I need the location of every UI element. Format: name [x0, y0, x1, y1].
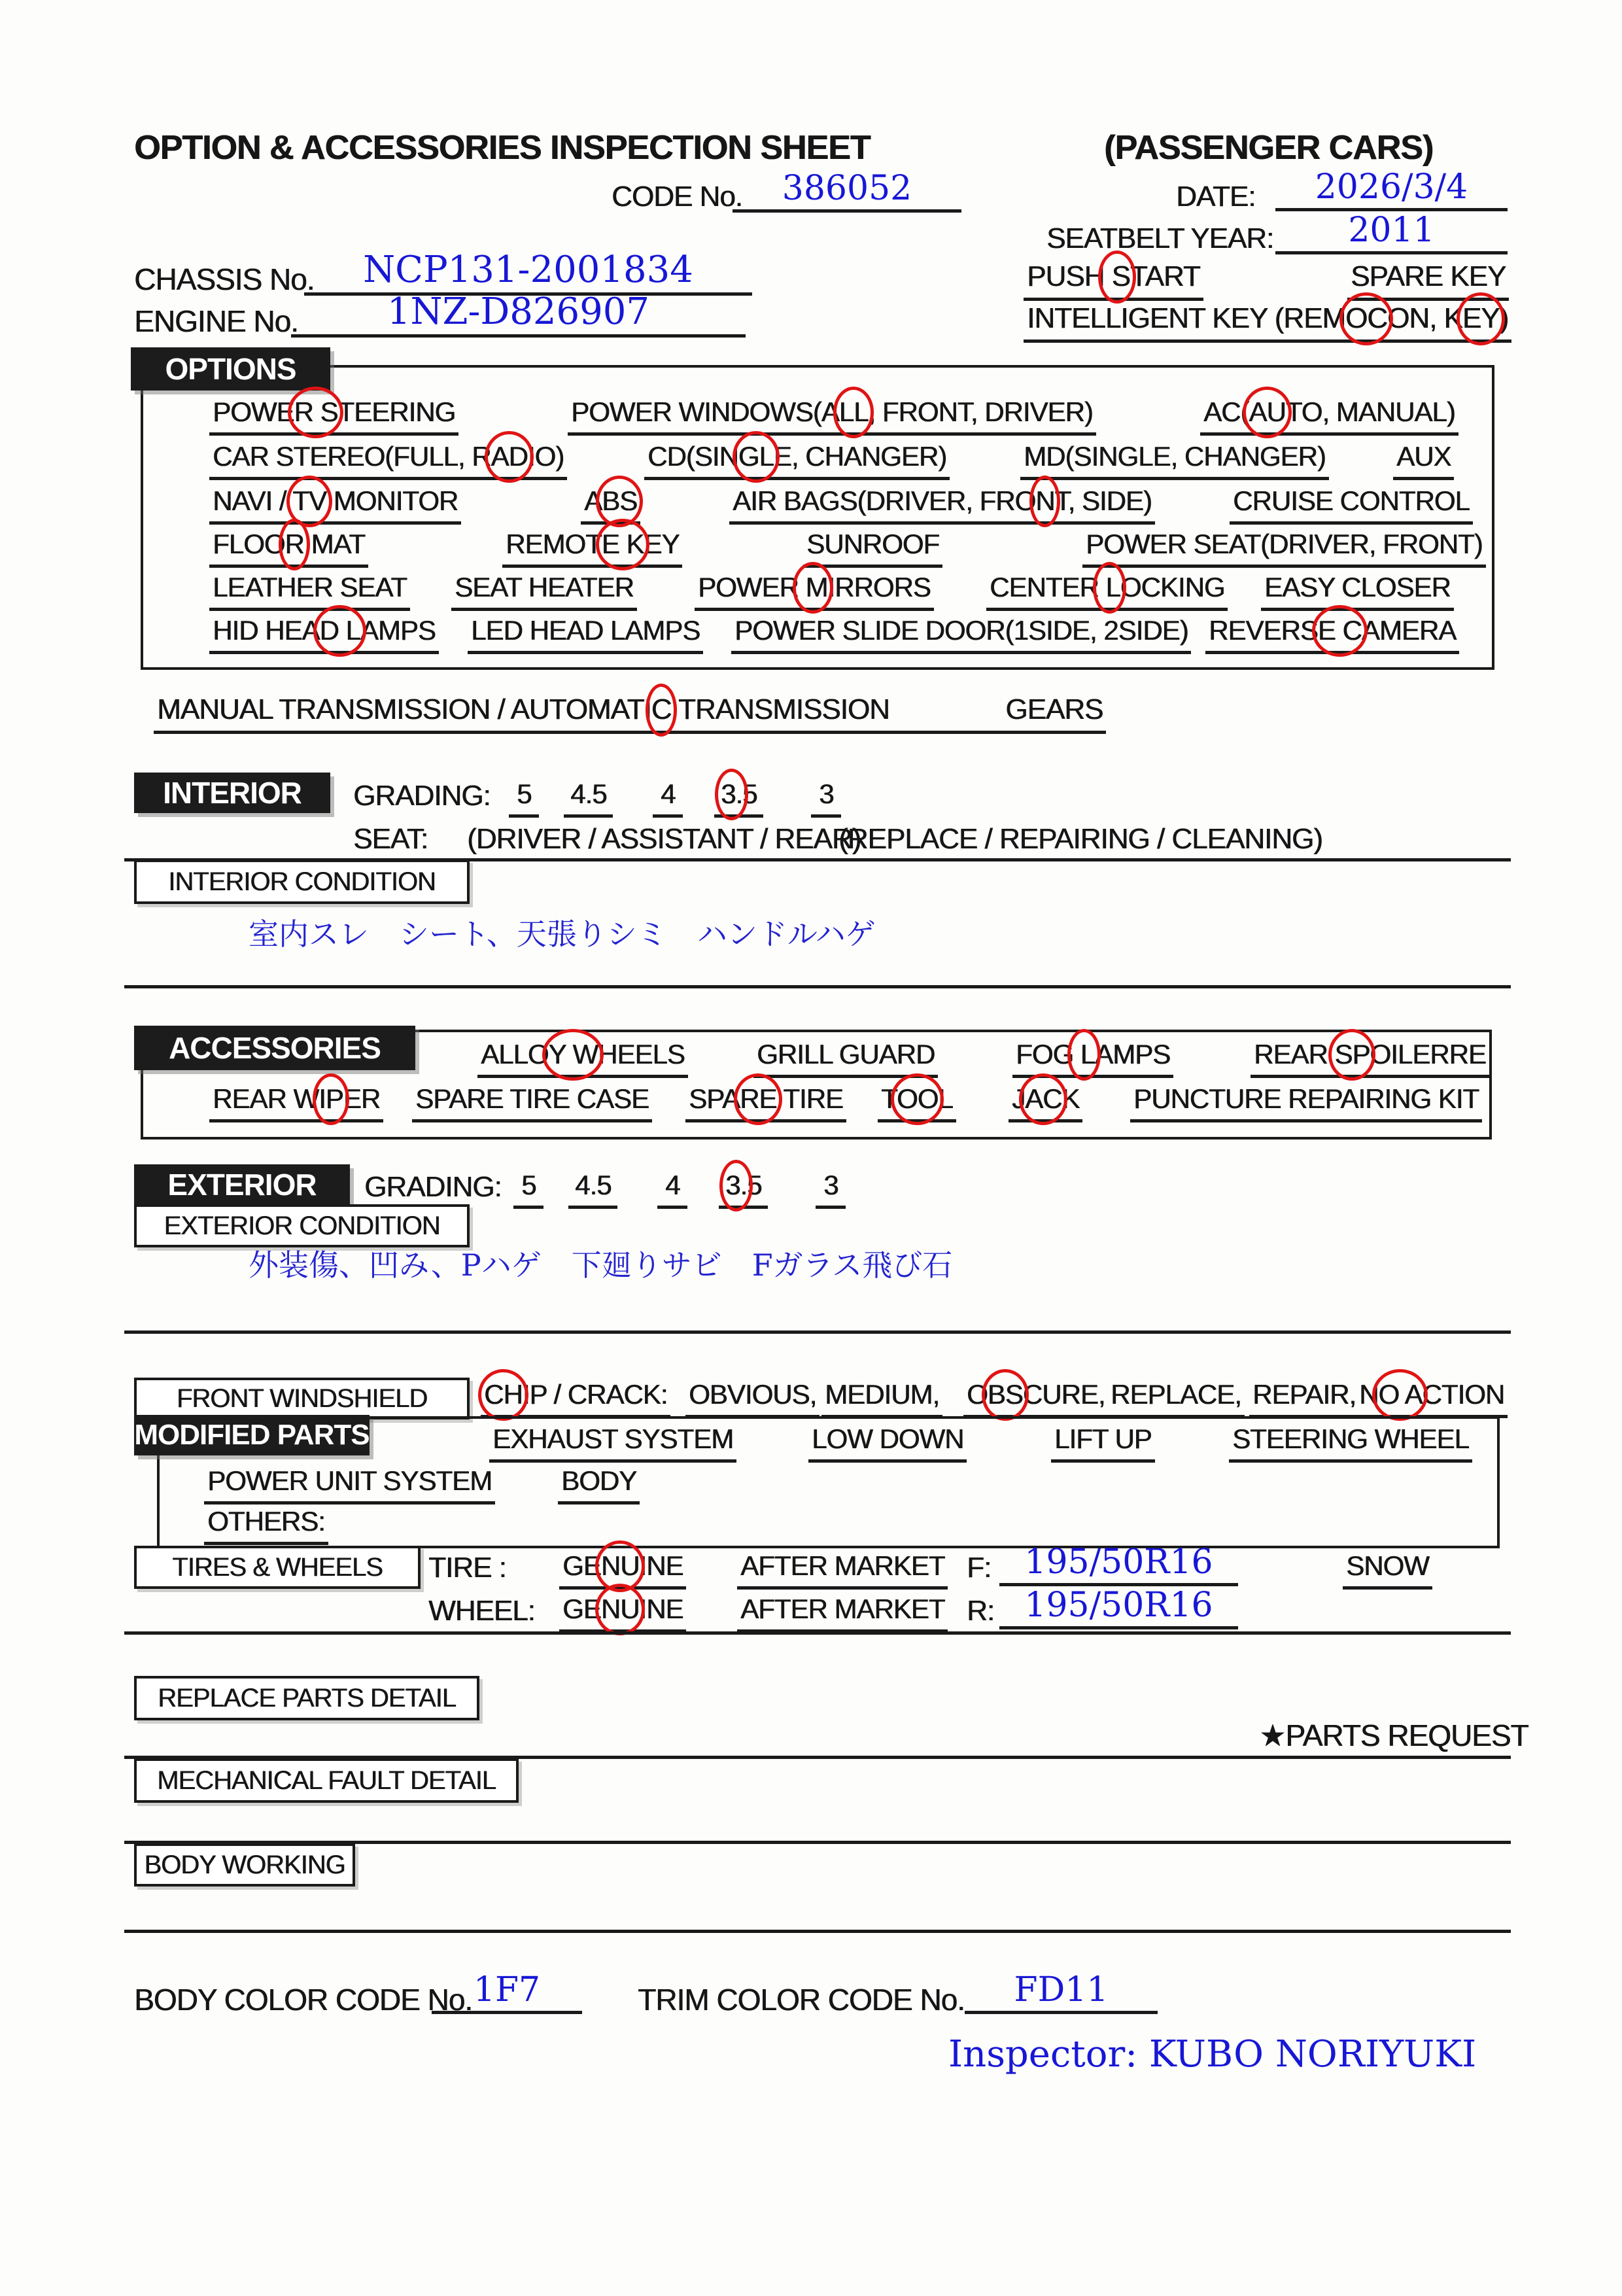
- option-hid-head-lamps: [209, 615, 439, 654]
- red-circle-mark: L: [1073, 1039, 1096, 1070]
- modified-steering-wheel: STEERING WHEEL: [1229, 1423, 1472, 1463]
- push-start-option: [1024, 260, 1203, 301]
- red-circle-mark: BS: [602, 485, 638, 516]
- label-text: REPAIR,: [1252, 1379, 1356, 1410]
- gears-label: GEARS: [1005, 693, 1103, 725]
- transmission-label: [157, 693, 889, 725]
- interior-grading-label: GRADING:: [353, 780, 491, 812]
- code-field: [733, 169, 961, 213]
- interior-grade-3-5: [714, 778, 763, 818]
- option-ac: [1200, 396, 1458, 436]
- red-circle-mark: GL: [738, 441, 774, 472]
- red-circle-mark: OC: [1345, 302, 1387, 334]
- label-text: PUSH: [1027, 260, 1105, 292]
- interior-condition-header: INTERIOR CONDITION: [134, 860, 470, 904]
- red-circle-mark: NU: [600, 1593, 640, 1624]
- modified-power-unit-system: POWER UNIT SYSTEM: [204, 1465, 495, 1505]
- label-text: E, CHANGER): [773, 441, 947, 472]
- rear-size-field: [999, 1586, 1238, 1629]
- option-led-head-lamps: [468, 615, 703, 654]
- seat-positions: (DRIVER / ASSISTANT / REAR): [467, 823, 861, 855]
- label-text: REAR W: [213, 1083, 319, 1114]
- wheel-genuine: [559, 1593, 686, 1633]
- label-text: REMOT: [506, 529, 602, 559]
- accessory-puncture-kit: [1130, 1083, 1482, 1122]
- label-text: SPA: [689, 1083, 740, 1114]
- accessory-rear-spoiler: [1251, 1039, 1489, 1078]
- label-text: ALLO: [481, 1039, 549, 1070]
- option-abs: [581, 485, 640, 525]
- star-icon: ★: [1259, 1718, 1286, 1752]
- interior-grade-3: [811, 778, 841, 818]
- label-text: TIRE: [776, 1083, 843, 1114]
- body-working-header: BODY WORKING: [134, 1843, 355, 1887]
- option-easy-closer: [1261, 572, 1454, 611]
- label-text: MD(SINGLE, CHANGER): [1024, 441, 1326, 472]
- inspector-signature: Inspector: KUBO NORIYUKI: [948, 2033, 1477, 2076]
- transmission-line: [154, 693, 1106, 734]
- label-text: TRANSMISSION: [671, 693, 889, 725]
- accessory-spare-tire-case: [412, 1083, 652, 1122]
- accessory-jack: [1009, 1083, 1082, 1122]
- label-text: 5: [742, 778, 757, 809]
- red-circle-mark: IP: [319, 1083, 343, 1114]
- label-text: AMERA: [1361, 615, 1457, 646]
- body-color-field: [432, 1970, 582, 2014]
- exterior-grade-4-5: [568, 1170, 617, 1209]
- trim-color-value: FD11: [1014, 1970, 1109, 2009]
- code-value: 386052: [782, 169, 912, 208]
- trim-color-label: TRIM COLOR CODE No.: [638, 1983, 965, 2017]
- chassis-field: [304, 249, 752, 296]
- option-sunroof: [803, 529, 942, 568]
- engine-field: [291, 290, 746, 338]
- date-label: DATE:: [1176, 181, 1256, 213]
- seat-label: SEAT:: [353, 823, 428, 855]
- label-text: POWE: [213, 396, 294, 427]
- option-md: [1020, 441, 1329, 480]
- windshield-repair: [1249, 1379, 1359, 1418]
- front-size-field: [999, 1542, 1238, 1586]
- label-text: ON, K: [1387, 302, 1462, 334]
- engine-label: ENGINE No.: [134, 304, 298, 338]
- windshield-replace: [1107, 1379, 1245, 1418]
- red-circle-mark: EY: [1462, 302, 1500, 334]
- red-circle-mark: SP: [1334, 1039, 1370, 1070]
- windshield-obvious: [685, 1379, 820, 1418]
- label-text: 4.5: [570, 778, 607, 809]
- modified-body: BODY: [558, 1465, 640, 1505]
- red-circle-mark: R S: [294, 396, 338, 427]
- label-text: OCKING: [1120, 572, 1225, 602]
- seatbelt-year-field: [1275, 211, 1508, 254]
- date-field: [1275, 167, 1508, 211]
- chassis-label: CHASSIS No.: [134, 262, 315, 296]
- label-text: AIR BAGS(DRIVER, FRO: [733, 485, 1036, 516]
- seatbelt-year-label: SEATBELT YEAR:: [1046, 222, 1274, 254]
- label-text: NAVI /: [213, 485, 293, 516]
- seatbelt-year-value: 2011: [1348, 211, 1435, 250]
- label-text: IRRORS: [827, 572, 931, 602]
- label-text: EASY CLOSER: [1264, 572, 1451, 602]
- replace-parts-detail-header: REPLACE PARTS DETAIL: [134, 1676, 479, 1720]
- label-text: 4: [665, 1170, 680, 1200]
- page-title: OPTION & ACCESSORIES INSPECTION SHEET: [134, 129, 871, 167]
- option-leather-seat: [209, 572, 410, 611]
- label-text: AUX: [1396, 441, 1451, 472]
- interior-grade-4-5: [564, 778, 613, 818]
- tire-after-market: AFTER MARKET: [737, 1550, 948, 1590]
- parts-request-label: [1259, 1718, 1528, 1753]
- label-text: T: [881, 1083, 897, 1114]
- exterior-grade-3-5: [719, 1170, 768, 1209]
- exterior-condition-note: 外装傷、凹み、Pハゲ 下廻りサビ Fガラス飛び石: [249, 1247, 953, 1283]
- snow-option: SNOW: [1343, 1550, 1432, 1590]
- red-circle-mark: S: [1104, 260, 1130, 292]
- red-circle-mark: TV: [292, 485, 326, 516]
- label-text: 4.5: [575, 1170, 612, 1200]
- windshield-medium: [821, 1379, 942, 1418]
- red-circle-mark: AU: [1249, 396, 1286, 427]
- modified-exhaust-system: EXHAUST SYSTEM: [489, 1423, 736, 1463]
- intelligent-key-option: [1024, 302, 1511, 343]
- label-text: AMPS: [1095, 1039, 1171, 1070]
- red-circle-mark: Y W: [548, 1039, 598, 1070]
- interior-header: INTERIOR: [134, 773, 330, 813]
- label-text: MAT: [303, 529, 365, 559]
- red-circle-mark: RE: [739, 1083, 777, 1114]
- options-header: OPTIONS: [131, 347, 330, 391]
- label-text: SPARE TIRE CASE: [415, 1083, 649, 1114]
- label-text: 4: [661, 778, 676, 809]
- exterior-condition-header: EXTERIOR CONDITION: [134, 1204, 470, 1247]
- red-circle-mark: M: [798, 572, 828, 602]
- label-text: 5: [517, 778, 532, 809]
- label-text: REVERS: [1209, 615, 1318, 646]
- accessory-grill-guard: [753, 1039, 938, 1078]
- label-text: MEDIUM,: [825, 1379, 939, 1410]
- option-seat-heater: [451, 572, 637, 611]
- red-circle-mark: N: [1035, 485, 1055, 516]
- exterior-grade-5: [513, 1170, 544, 1209]
- label-text: SUNROOF: [806, 529, 939, 559]
- label-text: POWER: [698, 572, 799, 602]
- option-aux: [1393, 441, 1454, 480]
- mechanical-fault-detail-header: MECHANICAL FAULT DETAIL: [134, 1758, 519, 1803]
- divider-line: [124, 1331, 1511, 1334]
- exterior-header: EXTERIOR: [134, 1164, 350, 1205]
- option-power-slide-door: [731, 615, 1191, 654]
- red-circle-mark: E K: [601, 529, 644, 559]
- option-reverse-camera: [1205, 615, 1459, 654]
- modified-parts-header: MODIFIED PARTS: [134, 1415, 370, 1455]
- label-text: POWER SEAT(DRIVER, FRONT): [1086, 529, 1483, 559]
- label-text: OBVIOUS,: [689, 1379, 817, 1410]
- label-text: 3: [823, 1170, 838, 1200]
- modified-others: OTHERS:: [204, 1506, 328, 1545]
- label-text: MONITOR: [326, 485, 458, 516]
- engine-value: 1NZ-D826907: [387, 290, 650, 333]
- interior-grade-5: [509, 778, 539, 818]
- label-text: TART: [1130, 260, 1200, 292]
- label-text: MANUAL TRANSMISSION / AUTOMATI: [157, 693, 651, 725]
- label-text: T, SIDE): [1054, 485, 1152, 516]
- tires-wheels-header: TIRES & WHEELS: [134, 1546, 421, 1589]
- option-power-windows: [568, 396, 1096, 436]
- label-text: CENTER: [990, 572, 1099, 602]
- parts-request-text: PARTS REQUEST: [1285, 1718, 1528, 1752]
- code-label: CODE No.: [612, 181, 742, 213]
- option-center-locking: [986, 572, 1228, 611]
- red-circle-mark: AC: [1025, 1083, 1062, 1114]
- label-text: HEELS: [597, 1039, 685, 1070]
- label-text: FOG: [1016, 1039, 1073, 1070]
- label-text: SPARE KEY: [1351, 260, 1506, 292]
- red-circle-mark: E C: [1317, 615, 1362, 646]
- label-text: POWER SLIDE DOOR(1SIDE, 2SIDE): [734, 615, 1188, 646]
- option-power-seat: [1082, 529, 1486, 568]
- wheel-after-market: AFTER MARKET: [737, 1593, 948, 1633]
- rear-size-value: 195/50R16: [1024, 1586, 1213, 1625]
- chassis-value: NCP131-2001834: [363, 249, 693, 291]
- date-value: 2026/3/4: [1315, 167, 1468, 207]
- label-text: GE: [562, 1593, 601, 1624]
- label-text: POWER WINDOWS(A: [571, 396, 839, 427]
- label-text: ): [1499, 302, 1509, 334]
- label-text: LEATHER SEAT: [213, 572, 407, 602]
- red-circle-mark: AD: [491, 441, 528, 472]
- option-cruise-control: [1230, 485, 1473, 525]
- label-text: IP / CRACK:: [522, 1379, 668, 1410]
- label-text: 5: [521, 1170, 536, 1200]
- label-text: K: [1061, 1083, 1080, 1114]
- red-circle-mark: D L: [319, 615, 360, 646]
- exterior-grade-4: [657, 1170, 687, 1209]
- label-text: PUNCTURE REPAIRING KIT: [1133, 1083, 1479, 1114]
- option-remote-key: [502, 529, 682, 568]
- label-text: CRUISE CONTROL: [1233, 485, 1470, 516]
- label-text: LED HEAD LAMPS: [471, 615, 700, 646]
- front-size-value: 195/50R16: [1024, 1542, 1213, 1582]
- accessories-header: ACCESSORIES: [134, 1026, 415, 1070]
- accessory-alloy-wheels: [477, 1039, 688, 1078]
- front-windshield-header: FRONT WINDSHIELD: [134, 1378, 470, 1419]
- red-circle-mark: O A: [1378, 1379, 1423, 1410]
- option-floor-mat: [209, 529, 368, 568]
- seat-actions: (REPLACE / REPAIRING / CLEANING): [838, 823, 1322, 855]
- accessory-fog-lamps: [1012, 1039, 1173, 1078]
- windshield-no-action: [1356, 1379, 1508, 1418]
- label-text: REPLACE,: [1111, 1379, 1241, 1410]
- label-text: N: [1359, 1379, 1379, 1410]
- label-text: 5: [747, 1170, 762, 1200]
- divider-line: [124, 1631, 1511, 1635]
- label-text: TEERING: [337, 396, 456, 427]
- option-power-steering: [209, 396, 458, 436]
- page-subtitle: (PASSENGER CARS): [1104, 129, 1434, 167]
- rear-size-label: R:: [967, 1595, 994, 1627]
- red-circle-mark: C: [651, 693, 672, 725]
- red-circle-mark: 3.: [725, 1170, 748, 1200]
- exterior-grade-3: [816, 1170, 846, 1209]
- front-size-label: F:: [967, 1552, 992, 1584]
- windshield-obscure: [963, 1379, 1108, 1418]
- label-text: FLOO: [213, 529, 285, 559]
- label-text: OILERRE: [1370, 1039, 1486, 1070]
- spare-key-option: [1347, 260, 1509, 301]
- interior-grade-4: [653, 778, 683, 818]
- label-text: CAR STEREO(FULL, R: [213, 441, 491, 472]
- modified-lift-up: LIFT UP: [1051, 1423, 1155, 1463]
- accessory-tool: [878, 1083, 956, 1122]
- label-text: TO, MANUAL): [1285, 396, 1455, 427]
- label-text: CURE,: [1022, 1379, 1105, 1410]
- label-text: AMPS: [360, 615, 436, 646]
- label-text: EY: [644, 529, 680, 559]
- accessory-spare-tire: [685, 1083, 846, 1122]
- divider-line: [124, 1930, 1511, 1933]
- label-text: INE: [639, 1550, 683, 1581]
- label-text: GE: [562, 1550, 601, 1581]
- label-text: , FRONT, DRIVER): [868, 396, 1093, 427]
- label-text: INTELLIGENT KEY (REM: [1027, 302, 1345, 334]
- label-text: ER: [343, 1083, 381, 1114]
- body-color-label: BODY COLOR CODE No.: [134, 1983, 472, 2017]
- red-circle-mark: LL: [838, 396, 869, 427]
- label-text: L: [938, 1083, 953, 1114]
- accessory-rear-wiper: [209, 1083, 383, 1122]
- red-circle-mark: OO: [896, 1083, 939, 1114]
- tire-genuine: [559, 1550, 686, 1590]
- red-circle-mark: BS: [987, 1379, 1023, 1410]
- label-text: J: [1012, 1083, 1025, 1114]
- red-circle-mark: NU: [600, 1550, 640, 1581]
- label-text: AC(: [1203, 396, 1249, 427]
- red-circle-mark: L: [1098, 572, 1120, 602]
- red-circle-mark: R: [285, 529, 304, 559]
- wheel-label: WHEEL:: [428, 1595, 535, 1627]
- tire-label: TIRE :: [428, 1552, 506, 1584]
- option-power-mirrors: [695, 572, 934, 611]
- label-text: CTION: [1422, 1379, 1505, 1410]
- label-text: A: [584, 485, 602, 516]
- label-text: INE: [639, 1593, 683, 1624]
- label-text: SEAT HEATER: [455, 572, 634, 602]
- red-circle-mark: 3.: [721, 778, 743, 809]
- label-text: GRILL GUARD: [757, 1039, 935, 1070]
- interior-condition-note: 室内スレ シート、天張りシミ ハンドルハゲ: [249, 916, 876, 952]
- label-text: 3: [819, 778, 834, 809]
- exterior-grading-label: GRADING:: [364, 1171, 502, 1203]
- label-text: REAR: [1254, 1039, 1335, 1070]
- trim-color-field: [965, 1970, 1158, 2014]
- body-color-value: 1F7: [473, 1970, 541, 2009]
- label-text: IO): [527, 441, 564, 472]
- label-text: HID HEA: [213, 615, 320, 646]
- option-car-stereo: [209, 441, 567, 480]
- option-navi-tv-monitor: [209, 485, 461, 525]
- red-circle-mark: CH: [484, 1379, 523, 1410]
- windshield-chip-crack: [481, 1379, 670, 1418]
- divider-line: [124, 985, 1511, 988]
- option-air-bags: [729, 485, 1155, 525]
- label-text: O: [967, 1379, 988, 1410]
- label-text: CD(SIN: [647, 441, 738, 472]
- modified-low-down: LOW DOWN: [808, 1423, 967, 1463]
- option-cd: [644, 441, 950, 480]
